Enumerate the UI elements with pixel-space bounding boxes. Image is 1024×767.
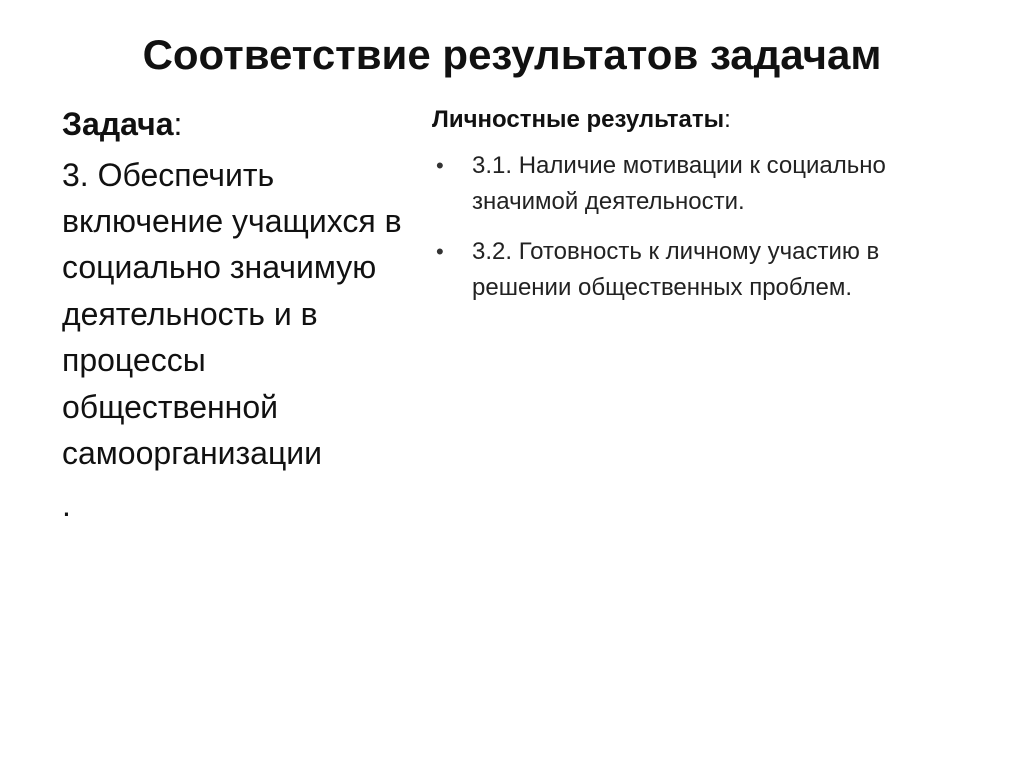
results-list <box>432 148 972 306</box>
results-column <box>432 104 972 320</box>
results-heading <box>432 104 972 136</box>
results-heading-colon: : <box>724 106 731 133</box>
task-heading-word: Задача <box>62 106 174 142</box>
task-heading-colon: : <box>173 106 183 142</box>
task-period: . <box>62 487 71 524</box>
slide-title: Соответствие результатов задачам <box>142 31 882 78</box>
bullet-icon: • <box>436 239 444 265</box>
results-heading-word: Личностные результаты <box>432 106 725 133</box>
task-heading <box>62 104 402 146</box>
result-text: 3.2. Готовность к личному участию в решении общественных проблем. <box>472 238 880 302</box>
list-item <box>432 148 972 220</box>
result-text: 3.1. Наличие мотивации к социально значимой деятельности. <box>472 152 886 216</box>
task-text: 3. Обеспечить включение учащихся в социально значимую деятельность и в процессы общественной самоорганизации <box>62 156 402 471</box>
list-item <box>432 234 972 306</box>
bullet-icon: • <box>436 153 444 179</box>
task-column <box>62 104 402 529</box>
